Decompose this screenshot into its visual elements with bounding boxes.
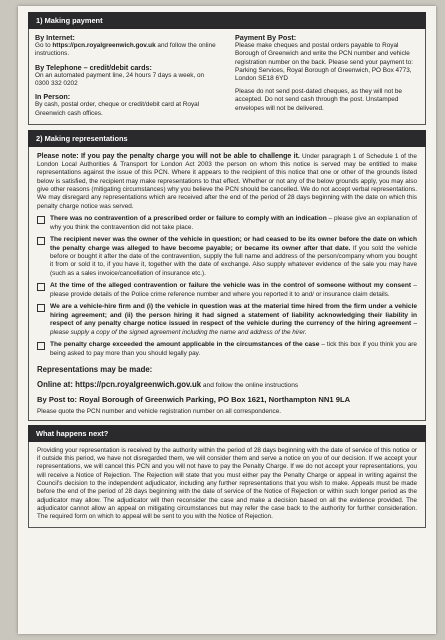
- checkbox[interactable]: [37, 216, 45, 224]
- payment-right-column: [227, 33, 419, 118]
- payment-left-column: [35, 33, 227, 118]
- payment-methods-box: [28, 29, 426, 125]
- checkbox[interactable]: [37, 283, 45, 291]
- online-url[interactable]: Online at: https://pcn.royalgreenwich.gov.uk: [37, 379, 202, 389]
- what-happens-next-text: Providing your representation is received by the authority within the period of 28 days beginning with the date of service of this notice or if outside this period, we have not disregarded them, we will consider them and serve a notice on you of our decision. If we accept your representations, we will cancel this PCN and you will not have to pay the Penalty Charge. If we do not accept your representations, you will receive a Notice of Rejection. The Rejection will state that you must either pay the Penalty Charge or appeal in writing against the Council's decision to the independent adjudicator, including any further representations that you wish to make. Appeals must be made before the end of the period of 28 days beginning with the date of service of the Notice of Rejection or within such longer period as the adjudicator may allow. The adjudicator will then reconsider the case and make a decision based on all the evidence provided. The adjudicator cannot allow an appeal on mitigating circumstances but may refer the case back to the authority for further consideration. The required form on which to appeal will be sent to you with the Notice of Rejection.: [37, 446, 417, 521]
- representations-intro: Please note: If you pay the penalty charge you will not be able to challenge it. Under paragraph 1 of Schedule 1 of the London Local Authorities & Transport for London Act 2003 the person on whom this notice is served may be entitled to make representations against the issue of this PCN. Where it appears to the recipient of this notice that one or other of the grounds listed below is satisfied, the recipient may make representations to that effect. Whether or not any of the below grounds apply, you may also give other reasons (mitigating circumstances) why you believe the PCN should be cancelled. We do not accept verbal representations. We may disregard any representations which are received after the end of the period of 28 days beginning with the date on which this penalty charge notice was served.: [37, 152, 417, 210]
- representations-heading: Representations may be made:: [37, 364, 153, 374]
- quote-reference-line: Please quote the PCN number and vehicle registration number on all correspondence.: [37, 407, 282, 415]
- representations-section: [28, 147, 426, 421]
- in-person-heading: In Person:: [35, 92, 71, 102]
- postal-address-line: By Post to: Royal Borough of Greenwich Parking, PO Box 1621, Northampton NN1 9LA: [37, 394, 351, 404]
- telephone-text: On an automated payment line, 24 hours 7 days a week, on 0300 332 0202: [35, 71, 205, 87]
- what-happens-next-section: [28, 442, 426, 528]
- checkbox[interactable]: [37, 342, 45, 350]
- telephone-heading: By Telephone – credit/debit cards:: [35, 62, 152, 72]
- ground-option-no-contravention: There was no contravention of a prescribed order or failure to comply with an indication – please give an explanation of why you think the contravention did not take place.: [37, 215, 417, 232]
- internet-text: Go to https://pcn.royalgreenwich.gov.uk and follow the online instructions.: [35, 42, 216, 58]
- ground-option-hire-firm: We are a vehicle-hire firm and (i) the vehicle in question was at the material time hired from the firm under a vehicle hiring agreement; and (ii) the person hiring it had signed a statement of liability acknowledging their liability in respect of any penalty charge notice issued in respect of the vehicle during the currency of the hiring agreement – please supply a copy of the signed agreement including the name and address of the hirer.: [37, 303, 417, 337]
- internet-heading: By Internet:: [35, 33, 75, 42]
- ground-option-not-owner: The recipient never was the owner of the vehicle in question; or had ceased to be its owner before the date on which the penalty charge was alleged to have become payable; or became its owner after that date. If you sold the vehicle before or bought it after the date of the contravention, supply the full name and address of the person/company whom you bought it from or sold it to, if you have it, together with the date of exchange. Also supply whatever evidence of the sale you may have (such as a sales invoice/cancellation of insurance etc.).: [37, 236, 417, 278]
- ground-option-without-consent: At the time of the alleged contravention or failure the vehicle was in the control of someone without my consent – please provide details of the Police crime reference number and where you reported it to and/ or insurance claim details.: [37, 282, 417, 299]
- post-payment-text: Please make cheques and postal orders payable to Royal Borough of Greenwich and write the PCN number and vehicle registration number on the back. Please send your payment to: Parking Services, Royal Borough of Greenwich, PO Box 4773, London SE18 6YD: [235, 42, 413, 82]
- internet-url[interactable]: https://pcn.royalgreenwich.gov.uk: [52, 42, 156, 50]
- ground-option-exceeded-amount: The penalty charge exceeded the amount applicable in the circumstances of the case – tick this box if you think you are being asked to pay more than you should legally pay.: [37, 341, 417, 358]
- post-payment-heading: Payment By Post:: [235, 33, 297, 42]
- checkbox[interactable]: [37, 304, 45, 312]
- section-making-payment-header: 1) Making payment: [28, 12, 426, 29]
- section-what-happens-next-header: What happens next?: [28, 425, 426, 442]
- online-representation-line: Online at: https://pcn.royalgreenwich.gov.uk and follow the online instructions: [37, 379, 299, 389]
- section-making-representations-header: 2) Making representations: [28, 130, 426, 147]
- in-person-text: By cash, postal order, cheque or credit/debit card at Royal Greenwich cash offices.: [35, 101, 200, 117]
- post-payment-note: Please do not send post-dated cheques, as they will not be accepted. Do not send cash through the post. Unstamped envelopes will not be delivered.: [235, 88, 402, 112]
- pcn-document-page: [18, 6, 436, 634]
- checkbox[interactable]: [37, 237, 45, 245]
